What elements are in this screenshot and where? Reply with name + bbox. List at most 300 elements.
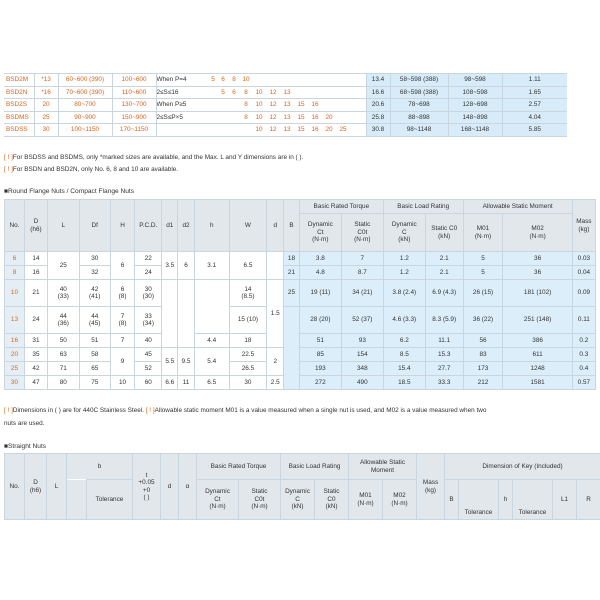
s-col-l: L <box>47 454 67 520</box>
model-cell-range2: 130~700 <box>112 99 156 112</box>
cell-b: 21 <box>284 266 300 280</box>
cell-ct: 4.8 <box>299 266 341 280</box>
cell-ct: 272 <box>299 376 341 390</box>
cell-w: 30 <box>229 376 267 390</box>
model-cell-cond <box>156 124 208 137</box>
cell-mass: 0.57 <box>572 376 595 390</box>
cell-ct: 193 <box>299 362 341 376</box>
s-col-alpha: α <box>179 454 197 520</box>
model-cell-num: 13 <box>280 124 294 137</box>
cell-pcd: 60 <box>135 376 162 390</box>
cell-l: 44 (36) <box>48 307 79 334</box>
cell-mass: 0.09 <box>572 280 595 307</box>
model-cell-num <box>208 124 218 137</box>
model-cell-num <box>208 86 218 99</box>
model-cell-cond: 2≤S≤16 <box>156 86 208 99</box>
cell-mass: 0.2 <box>572 334 595 348</box>
model-cell-num: 13 <box>280 111 294 124</box>
cell-c0: 11.1 <box>425 334 463 348</box>
model-cell-num <box>350 111 366 124</box>
cell-m02: 181 (102) <box>503 280 572 307</box>
col-c: Dynamic C (kN) <box>383 214 425 252</box>
cell-h: 9 <box>110 348 134 376</box>
model-cell-num: 16 <box>308 111 322 124</box>
cell-d: 31 <box>24 334 47 348</box>
cell-no: 30 <box>5 376 25 390</box>
model-cell-num: 8 <box>240 86 252 99</box>
cell-dd: 2.5 <box>267 376 284 390</box>
col-df: Df <box>79 200 110 252</box>
model-cell-c: 108~598 <box>448 86 502 99</box>
model-cell-b: 88~898 <box>390 111 448 124</box>
s-col-c: Dynamic C (kN) <box>281 480 315 520</box>
model-cell-num: 10 <box>240 74 252 87</box>
cell-d1 <box>162 280 178 348</box>
model-cell-num <box>350 124 366 137</box>
model-cell-num: 15 <box>294 111 308 124</box>
model-cell-num <box>218 111 228 124</box>
cell-c: 18.5 <box>383 376 425 390</box>
round-section-title: ■Round Flange Nuts / Compact Flange Nuts <box>4 188 135 195</box>
cell-c0: 33.3 <box>425 376 463 390</box>
cell-mass: 0.4 <box>572 362 595 376</box>
s-col-no: No. <box>5 454 25 520</box>
cell-pcd: 24 <box>135 266 162 280</box>
cell-df: 30 <box>79 252 110 266</box>
s-col-c0t: Static C0t (N·m) <box>239 480 281 520</box>
col-dd: d <box>267 200 284 252</box>
model-cell-num: 13 <box>280 86 294 99</box>
col-m01: M01 (N·m) <box>463 214 503 252</box>
cell-pcd: 22 <box>135 252 162 266</box>
s-col-key-b: B <box>445 480 459 520</box>
table-row <box>5 280 596 307</box>
model-cell-size: *13 <box>34 74 58 87</box>
cell-m02: 36 <box>503 266 572 280</box>
cell-c0t: 490 <box>341 376 383 390</box>
col-ct: Dynamic Ct (N·m) <box>299 214 341 252</box>
model-cell-b: 58~598 (388) <box>390 74 448 87</box>
model-cell-num: 12 <box>266 124 280 137</box>
model-cell-d: 4.04 <box>502 111 567 124</box>
cell-c0t: 34 (21) <box>341 280 383 307</box>
s-col-t: t +0.05 +0 ( ) <box>133 454 161 520</box>
cell-no: 13 <box>5 307 25 334</box>
cell-c: 8.5 <box>383 348 425 362</box>
s-col-ct: Dynamic Ct (N·m) <box>197 480 239 520</box>
model-cell-num <box>336 86 350 99</box>
cell-hh: 5.4 <box>194 348 229 376</box>
model-cell-range: 90~900 <box>58 111 112 124</box>
cell-mass: 0.03 <box>572 252 595 266</box>
cell-no: 6 <box>5 252 25 266</box>
cell-w: 14 (8.5) <box>229 280 267 307</box>
cell-c0: 27.7 <box>425 362 463 376</box>
model-cell-num <box>228 111 240 124</box>
cell-l: 40 (33) <box>48 280 79 307</box>
cell-b <box>284 307 300 390</box>
model-cell-model: BSD2M <box>4 74 34 87</box>
cell-d: 14 <box>24 252 47 266</box>
cell-l: 71 <box>48 362 79 376</box>
cell-no: 10 <box>5 280 25 307</box>
model-cell-num <box>308 74 322 87</box>
cell-no: 8 <box>5 266 25 280</box>
model-cell-num <box>322 99 336 112</box>
cell-c: 6.2 <box>383 334 425 348</box>
col-hh: h <box>194 200 229 252</box>
model-cell-num <box>208 99 218 112</box>
model-cell-range: 80~700 <box>58 99 112 112</box>
cell-hh: 6.5 <box>194 376 229 390</box>
s-col-dd: d <box>161 454 179 520</box>
cell-dd: 2 <box>267 348 284 376</box>
col-d2: d2 <box>178 200 195 252</box>
cell-ct: 51 <box>299 334 341 348</box>
model-cell-num: 10 <box>252 111 266 124</box>
model-cell-num: 8 <box>228 74 240 87</box>
model-cell-num: 10 <box>252 99 266 112</box>
s-col-key-h-tol: Tolerance <box>513 480 553 520</box>
cell-hh <box>194 280 229 334</box>
cell-mass: 0.11 <box>572 307 595 334</box>
cell-w: 22.5 <box>229 348 267 362</box>
model-cell-model: BSDMS <box>4 111 34 124</box>
col-d: D (h6) <box>24 200 47 252</box>
cell-d: 35 <box>24 348 47 362</box>
model-cell-num: 15 <box>294 99 308 112</box>
cell-hh: 4.4 <box>194 334 229 348</box>
cell-pcd: 52 <box>135 362 162 376</box>
cell-no: 25 <box>5 362 25 376</box>
model-cell-a: 20.6 <box>366 99 390 112</box>
straight-nuts-table <box>4 453 600 520</box>
model-cell-d: 1.65 <box>502 86 567 99</box>
model-cell-num <box>350 74 366 87</box>
cell-w: 15 (10) <box>229 307 267 334</box>
model-cell-model: BSD2S <box>4 99 34 112</box>
model-cell-range2: 150~900 <box>112 111 156 124</box>
model-cell-b: 78~698 <box>390 99 448 112</box>
cell-pcd: 30 (30) <box>135 280 162 307</box>
model-cell-num: 6 <box>228 86 240 99</box>
cell-l: 50 <box>48 334 79 348</box>
model-table <box>4 73 598 137</box>
model-cell-num <box>294 74 308 87</box>
model-row <box>4 124 598 137</box>
s-col-moment: Allowable Static Moment <box>349 454 417 480</box>
col-mass: Mass (kg) <box>572 200 595 252</box>
cell-hh: 3.1 <box>194 252 229 280</box>
cell-mass: 0.04 <box>572 266 595 280</box>
s-col-b: b <box>67 454 133 480</box>
model-cell-num: 10 <box>252 86 266 99</box>
cell-d1: 5.5 <box>162 348 178 376</box>
cell-c: 1.2 <box>383 266 425 280</box>
model-cell-c: 98~598 <box>448 74 502 87</box>
cell-df: 75 <box>79 376 110 390</box>
table-row <box>5 348 596 362</box>
model-cell-c: 128~698 <box>448 99 502 112</box>
s-col-c0: Static C0 (kN) <box>315 480 349 520</box>
cell-m02: 1248 <box>503 362 572 376</box>
cell-c0t: 348 <box>341 362 383 376</box>
cell-no: 20 <box>5 348 25 362</box>
model-row <box>4 111 598 124</box>
col-c0t: Static C0t (N·m) <box>341 214 383 252</box>
cell-d2: 6 <box>178 252 195 280</box>
cell-m01: 5 <box>463 252 503 266</box>
cell-l: 80 <box>48 376 79 390</box>
model-cell-cond: When P=4 <box>156 74 208 87</box>
cell-c0t: 52 (37) <box>341 307 383 334</box>
model-cell-num: 16 <box>308 124 322 137</box>
cell-c0: 2.1 <box>425 252 463 266</box>
model-cell-size: 30 <box>34 124 58 137</box>
cell-d: 47 <box>24 376 47 390</box>
model-cell-num <box>350 86 366 99</box>
col-c0: Static C0 (kN) <box>425 214 463 252</box>
model-cell-num <box>336 99 350 112</box>
model-cell-size: 25 <box>34 111 58 124</box>
cell-df: 65 <box>79 362 110 376</box>
cell-m01: 5 <box>463 266 503 280</box>
cell-w: 26.5 <box>229 362 267 376</box>
round-note-1: [ ! ]Dimensions in ( ) are for 440C Stainless Steel. [ ! ]Allowable static moment M01 is a value measured when a single nut is used, and M02 is a value measured when two <box>4 407 487 414</box>
col-torque: Basic Rated Torque <box>299 200 383 214</box>
model-cell-num <box>336 111 350 124</box>
s-col-key: Dimension of Key (Included) <box>445 454 600 480</box>
cell-no: 16 <box>5 334 25 348</box>
cell-ct: 3.8 <box>299 252 341 266</box>
cell-c0t: 8.7 <box>341 266 383 280</box>
model-cell-range2: 110~600 <box>112 86 156 99</box>
model-cell-c: 148~898 <box>448 111 502 124</box>
cell-df: 32 <box>79 266 110 280</box>
cell-h: 6 (8) <box>110 280 134 307</box>
cell-d: 24 <box>24 307 47 334</box>
cell-d: 16 <box>24 266 47 280</box>
model-cell-a: 16.6 <box>366 86 390 99</box>
cell-c0t: 7 <box>341 252 383 266</box>
model-cell-num: 6 <box>218 74 228 87</box>
cell-m02: 611 <box>503 348 572 362</box>
cell-d1: 3.5 <box>162 252 178 280</box>
cell-pcd: 33 (34) <box>135 307 162 334</box>
model-cell-num: 12 <box>266 111 280 124</box>
model-cell-num <box>208 111 218 124</box>
col-w: W <box>229 200 267 252</box>
model-cell-model: BSD2N <box>4 86 34 99</box>
cell-h: 7 <box>110 334 134 348</box>
cell-df: 42 (41) <box>79 280 110 307</box>
cell-c0: 6.9 (4.3) <box>425 280 463 307</box>
cell-w: 6.5 <box>229 252 267 280</box>
cell-c0t: 154 <box>341 348 383 362</box>
table-row <box>5 252 596 266</box>
cell-m02: 36 <box>503 252 572 266</box>
cell-h: 6 <box>110 252 134 280</box>
cell-d2: 9.5 <box>178 348 195 376</box>
model-cell-d: 2.57 <box>502 99 567 112</box>
cell-c: 3.8 (2.4) <box>383 280 425 307</box>
s-col-mass: Mass (kg) <box>417 454 445 520</box>
s-col-load: Basic Load Rating <box>281 454 349 480</box>
cell-w: 18 <box>229 334 267 348</box>
model-cell-num: 16 <box>308 99 322 112</box>
top-note-2: [ ! ]For BSDN and BSD2N, only No. 6, 8 and 10 are available. <box>4 166 179 173</box>
table-row <box>5 362 596 376</box>
model-cell-num <box>350 99 366 112</box>
straight-section-title: ■Straight Nuts <box>4 443 47 450</box>
model-cell-model: BSDSS <box>4 124 34 137</box>
model-cell-num: 20 <box>322 124 336 137</box>
model-cell-num <box>322 74 336 87</box>
model-cell-num <box>294 86 308 99</box>
cell-ct: 19 (11) <box>299 280 341 307</box>
model-cell-num <box>280 74 294 87</box>
model-cell-d: 5.85 <box>502 124 567 137</box>
model-cell-num: 10 <box>252 124 266 137</box>
col-pcd: P.C.D. <box>135 200 162 252</box>
model-cell-range: 70~600 (390) <box>58 86 112 99</box>
cell-dd <box>267 252 284 280</box>
table-row <box>5 266 596 280</box>
cell-pcd: 45 <box>135 348 162 362</box>
model-cell-num: 12 <box>266 99 280 112</box>
table-row <box>5 376 596 390</box>
model-cell-num <box>266 74 280 87</box>
cell-c0: 8.3 (5.9) <box>425 307 463 334</box>
col-no: No. <box>5 200 25 252</box>
model-cell-num: 15 <box>294 124 308 137</box>
model-cell-num: 5 <box>218 86 228 99</box>
cell-c: 15.4 <box>383 362 425 376</box>
model-cell-range: 100~1150 <box>58 124 112 137</box>
cell-h: 7 (8) <box>110 307 134 334</box>
model-cell-num: 5 <box>208 74 218 87</box>
cell-ct: 85 <box>299 348 341 362</box>
cell-df: 58 <box>79 348 110 362</box>
model-cell-c: 168~1148 <box>448 124 502 137</box>
cell-pcd: 40 <box>135 334 162 348</box>
col-b: B <box>284 200 300 252</box>
model-cell-range: 60~600 (390) <box>58 74 112 87</box>
model-cell-d: 1.11 <box>502 74 567 87</box>
model-cell-num: 8 <box>240 99 252 112</box>
model-cell-range2: 100~600 <box>112 74 156 87</box>
cell-m01: 212 <box>463 376 503 390</box>
cell-m01: 56 <box>463 334 503 348</box>
cell-df: 44 (45) <box>79 307 110 334</box>
cell-d2 <box>178 280 195 348</box>
model-cell-num <box>218 99 228 112</box>
cell-c: 1.2 <box>383 252 425 266</box>
model-cell-size: *16 <box>34 86 58 99</box>
col-h: H <box>110 200 134 252</box>
model-cell-a: 30.8 <box>366 124 390 137</box>
model-cell-num <box>336 74 350 87</box>
s-col-b-tol: Tolerance <box>87 480 133 520</box>
cell-m02: 386 <box>503 334 572 348</box>
model-cell-num: 25 <box>336 124 350 137</box>
cell-h: 10 <box>110 376 134 390</box>
model-cell-num: 13 <box>280 99 294 112</box>
round-note-2: nuts are used. <box>4 420 45 427</box>
model-row <box>4 86 598 99</box>
cell-m01: 26 (15) <box>463 280 503 307</box>
cell-c0: 15.3 <box>425 348 463 362</box>
cell-b: 18 <box>284 252 300 266</box>
s-col-key-h: h <box>499 480 513 520</box>
model-cell-cond: 2≤S≤P×5 <box>156 111 208 124</box>
table-row <box>5 307 596 334</box>
model-cell-a: 13.4 <box>366 74 390 87</box>
model-cell-a: 25.8 <box>366 111 390 124</box>
top-note-1: [ ! ]For BSDSS and BSDMS, only *marked sizes are available, and the Max. L and Y dimensions are in ( ). <box>4 154 304 161</box>
model-row <box>4 74 598 87</box>
s-col-m02: M02 (N·m) <box>383 480 417 520</box>
cell-b: 25 <box>284 280 300 307</box>
cell-d: 42 <box>24 362 47 376</box>
col-moment: Allowable Static Moment <box>463 200 572 214</box>
model-cell-num <box>228 124 240 137</box>
s-col-key-r: R <box>577 480 600 520</box>
s-col-d: D (h6) <box>25 454 47 520</box>
model-cell-num <box>240 124 252 137</box>
model-cell-range2: 170~1150 <box>112 124 156 137</box>
model-cell-num <box>218 124 228 137</box>
s-col-key-b-tol: Tolerance <box>459 480 499 520</box>
model-cell-size: 20 <box>34 99 58 112</box>
cell-m01: 173 <box>463 362 503 376</box>
cell-d: 21 <box>24 280 47 307</box>
cell-l: 63 <box>48 348 79 362</box>
cell-c: 4.6 (3.3) <box>383 307 425 334</box>
cell-df: 51 <box>79 334 110 348</box>
col-l: L <box>48 200 79 252</box>
model-cell-b: 68~598 (388) <box>390 86 448 99</box>
col-load: Basic Load Rating <box>383 200 463 214</box>
model-cell-num <box>252 74 266 87</box>
model-cell-num <box>228 99 240 112</box>
col-m02: M02 (N·m) <box>503 214 572 252</box>
model-cell-num: 20 <box>322 111 336 124</box>
model-cell-num <box>322 86 336 99</box>
cell-d2: 11 <box>178 376 195 390</box>
cell-c0t: 93 <box>341 334 383 348</box>
cell-d1: 6.6 <box>162 376 178 390</box>
round-flange-table <box>4 199 596 390</box>
s-col-m01: M01 (N·m) <box>349 480 383 520</box>
cell-m02: 1581 <box>503 376 572 390</box>
model-cell-num: 12 <box>266 86 280 99</box>
cell-m01: 36 (22) <box>463 307 503 334</box>
cell-mass: 0.3 <box>572 348 595 362</box>
model-cell-num: 8 <box>240 111 252 124</box>
cell-l: 25 <box>48 252 79 280</box>
cell-ct: 28 (20) <box>299 307 341 334</box>
model-cell-cond: When P≥5 <box>156 99 208 112</box>
model-cell-num <box>308 86 322 99</box>
cell-dd: 1.5 <box>267 280 284 348</box>
col-d1: d1 <box>162 200 178 252</box>
cell-m01: 83 <box>463 348 503 362</box>
model-cell-b: 98~1148 <box>390 124 448 137</box>
model-row <box>4 99 598 112</box>
cell-c0: 2.1 <box>425 266 463 280</box>
s-col-key-l1: L1 <box>553 480 577 520</box>
